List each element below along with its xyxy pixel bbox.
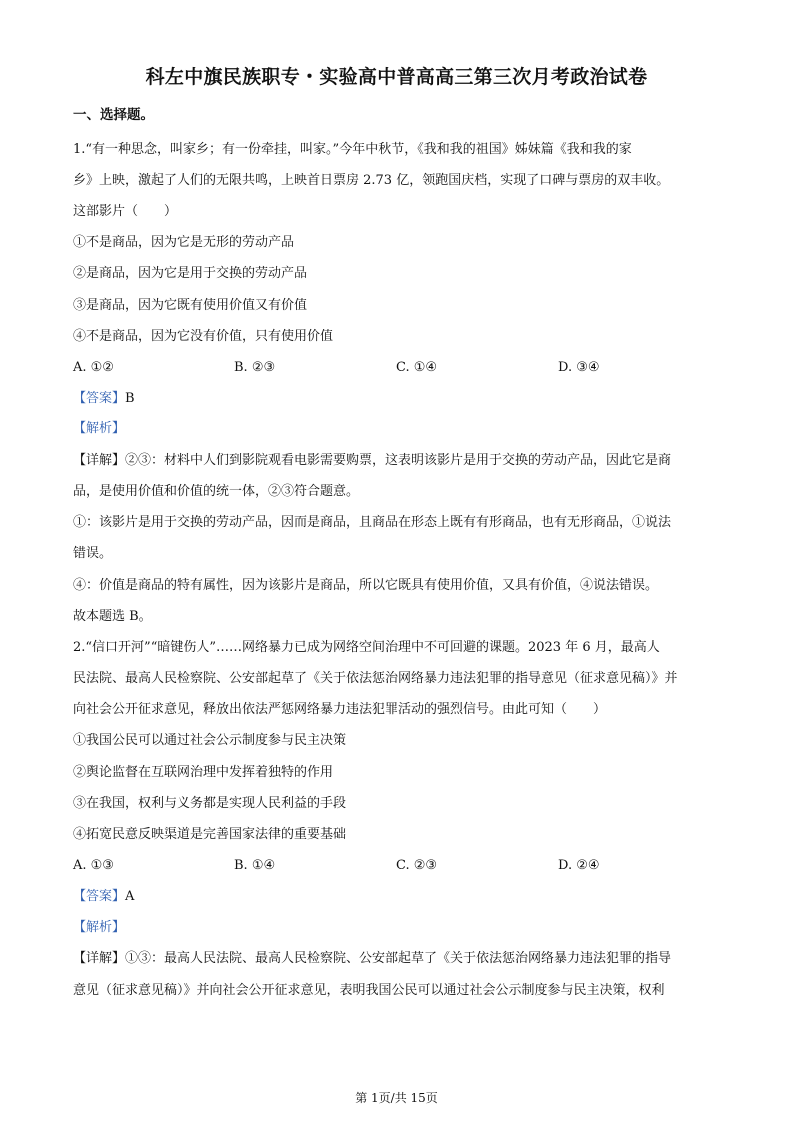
q1-detail-line [73, 452, 671, 470]
analysis-tag: 【解析】 [73, 920, 126, 935]
answer-value: A [125, 889, 135, 904]
q2-statement-2: ②舆论监督在互联网治理中发挥着独特的作用 [73, 765, 334, 780]
q1-detail-line: ④：价值是商品的特有属性，因为该影片是商品，所以它既具有使用价值，又具有价值，④说法错误。 [73, 578, 659, 593]
q1-option-a: A. ①② [73, 360, 114, 375]
q1-option-c: C. ①④ [396, 360, 438, 375]
page-title: 科左中旗民族职专・实验高中普高高三第三次月考政治试卷 [145, 66, 648, 88]
q2-answer [73, 888, 134, 906]
q1-statement-1: ①不是商品，因为它是无形的劳动产品 [73, 235, 295, 250]
answer-tag: 【答案】 [73, 391, 126, 406]
analysis-tag: 【解析】 [73, 421, 126, 436]
q1-stem-line: 1.“有一种思念，叫家乡；有一份牵挂，叫家。”今年中秋节，《我和我的祖国》姊妹篇《我和我的家 [73, 142, 632, 157]
answer-value: B [125, 391, 135, 406]
q2-option-a: A. ①③ [73, 858, 114, 873]
q2-detail-line [73, 950, 671, 968]
q1-analysis [73, 420, 125, 438]
q1-detail-line: 品，是使用价值和价值的统一体，②③符合题意。 [73, 484, 360, 499]
answer-tag: 【答案】 [73, 889, 126, 904]
q2-statement-4: ④拓宽民意反映渠道是完善国家法律的重要基础 [73, 827, 347, 842]
q1-statement-3: ③是商品，因为它既有使用价值又有价值 [73, 298, 308, 313]
q1-statement-4: ④不是商品，因为它没有价值，只有使用价值 [73, 329, 334, 344]
q2-stem-line: 向社会公开征求意见，释放出依法严惩网络暴力违法犯罪活动的强烈信号。由此可知（ ） [73, 702, 607, 717]
q2-statement-3: ③在我国，权利与义务都是实现人民利益的手段 [73, 796, 347, 811]
q2-analysis [73, 919, 125, 937]
q1-stem-line: 这部影片（ ） [73, 204, 178, 219]
q2-detail-line: 意见（征求意见稿）》并向社会公开征求意见，表明我国公民可以通过社会公示制度参与民主决策，权利 [73, 983, 665, 998]
q2-option-d: D. ②④ [558, 858, 600, 873]
q2-option-c: C. ②③ [396, 858, 438, 873]
section-heading: 一、选择题。 [73, 107, 154, 123]
q2-stem-line: 2.“信口开河”“暗键伤人”……网络暴力已成为网络空间治理中不可回避的课题。2023 年 6 月，最高人 [73, 640, 660, 655]
q1-option-d: D. ③④ [558, 360, 600, 375]
q2-option-b: B. ①④ [234, 858, 276, 873]
q1-option-b: B. ②③ [234, 360, 276, 375]
q1-stem-line: 乡》上映，激起了人们的无限共鸣，上映首日票房 2.73 亿，领跑国庆档，实现了口碑与票房的双丰收。 [73, 173, 670, 188]
q1-detail-line: ①：该影片是用于交换的劳动产品，因而是商品，且商品在形态上既有有形商品，也有无形商品，①说法 [73, 515, 672, 530]
detail-text: ②③：材料中人们到影院观看电影需要购票，这表明该影片是用于交换的劳动产品，因此它是商 [125, 453, 672, 468]
q2-stem-line: 民法院、最高人民检察院、公安部起草了《关于依法惩治网络暴力违法犯罪的指导意见（征求意见稿）》并 [73, 671, 678, 686]
detail-tag: 【详解】 [73, 951, 126, 966]
q1-detail-line: 故本题选 B。 [73, 609, 152, 624]
q1-answer [73, 390, 135, 408]
detail-text: ①③：最高人民法院、最高人民检察院、公安部起草了《关于依法惩治网络暴力违法犯罪的指导 [125, 951, 672, 966]
q2-statement-1: ①我国公民可以通过社会公示制度参与民主决策 [73, 733, 347, 748]
page-number: 第 1页/共 15页 [355, 1091, 438, 1105]
q1-statement-2: ②是商品，因为它是用于交换的劳动产品 [73, 266, 308, 281]
q1-detail-line: 错误。 [73, 546, 113, 561]
detail-tag: 【详解】 [73, 453, 126, 468]
